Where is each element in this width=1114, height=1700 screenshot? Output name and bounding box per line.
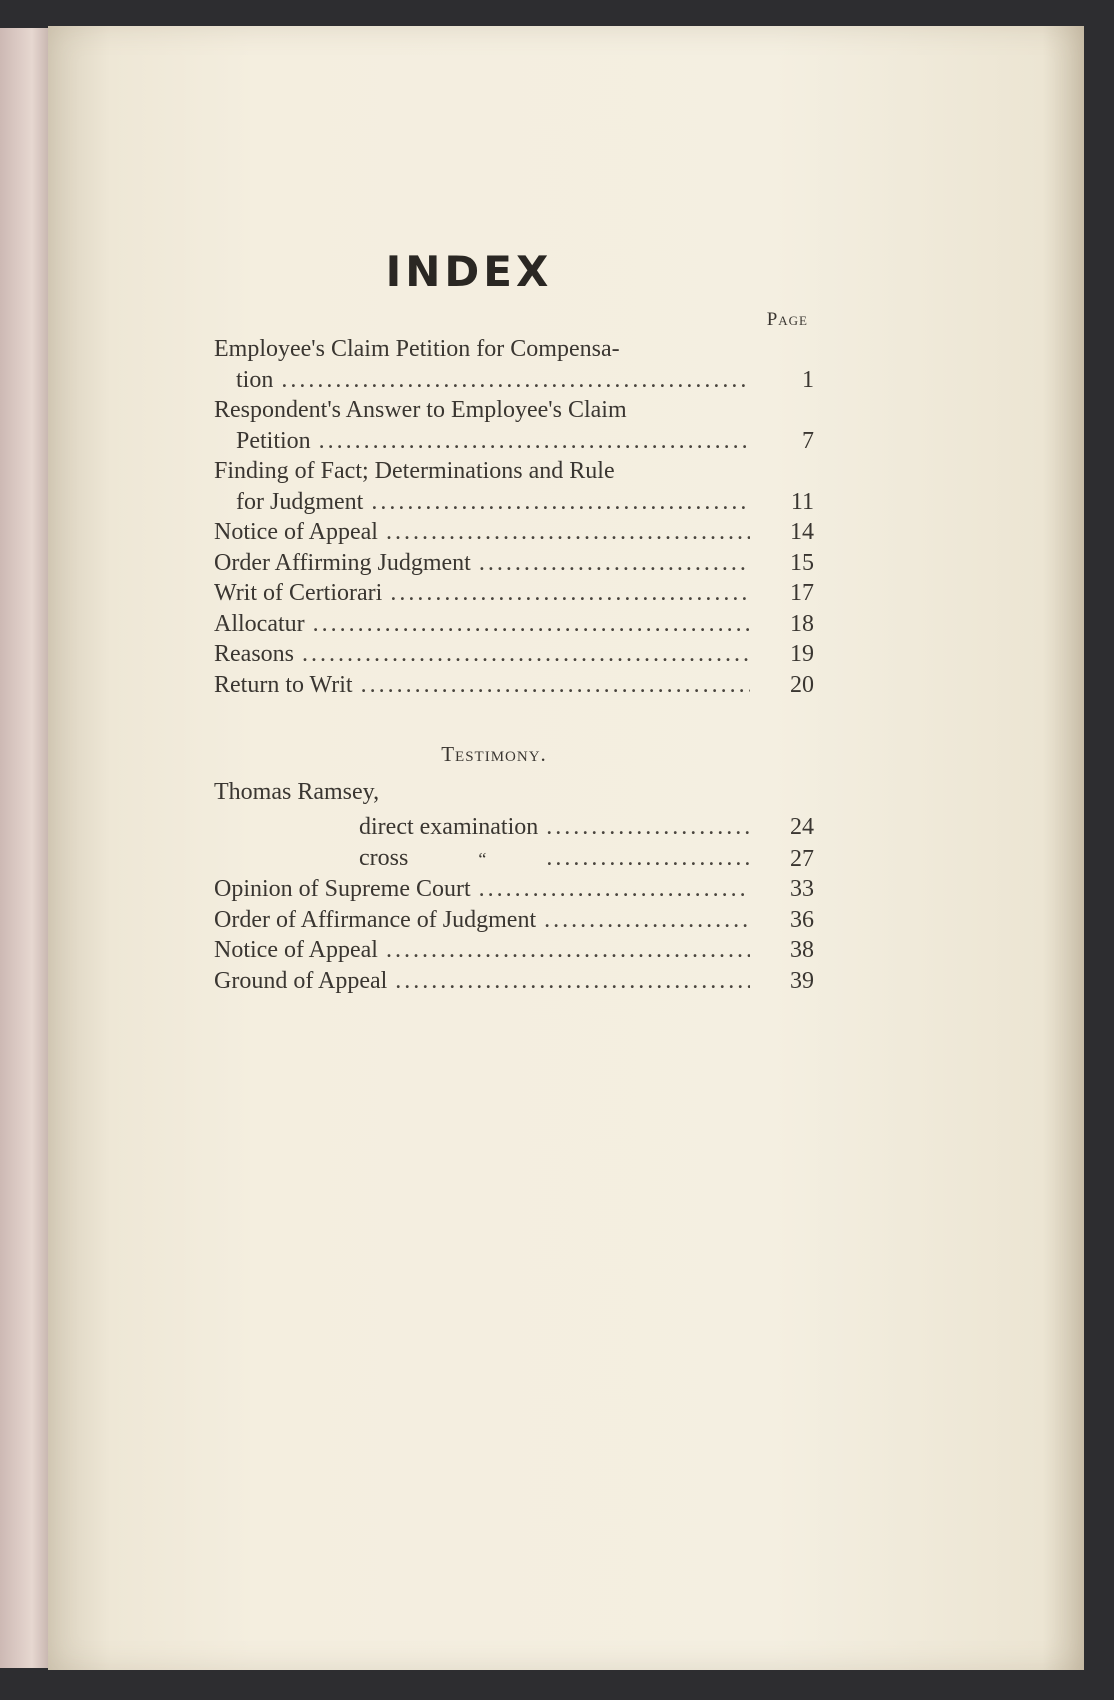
- book-page: [48, 26, 1084, 1670]
- index-entry: [214, 609, 814, 640]
- entry-line: Ground of Appeal: [214, 967, 388, 994]
- leader-dots: [313, 609, 750, 640]
- testimony-entry: [214, 905, 814, 936]
- entry-page-number: 19: [790, 641, 814, 667]
- ditto-mark: “: [478, 848, 487, 869]
- entry-line-last: [214, 935, 814, 966]
- entry-line-last: [214, 548, 814, 579]
- entry-line: for Judgment: [236, 488, 364, 515]
- entry-line: Notice of Appeal: [214, 937, 378, 963]
- testimony-sub-entry: [214, 843, 814, 875]
- entry-page-number: 38: [790, 937, 814, 963]
- testimony-heading: Testimony.: [441, 742, 547, 766]
- leader-dots: [546, 843, 750, 874]
- index-entry: [214, 639, 814, 670]
- testimony-entry: [214, 966, 814, 997]
- leader-dots: [479, 874, 750, 905]
- leader-dots: [319, 426, 750, 457]
- entry-line: Notice of Appeal: [214, 519, 378, 545]
- index-entry: [214, 517, 814, 548]
- index-entry: [214, 670, 814, 701]
- entry-line-last: [214, 487, 814, 518]
- entry-page-number: 33: [790, 876, 814, 902]
- entry-line: Order Affirming Judgment: [214, 549, 471, 576]
- testimony-entry: [214, 935, 814, 966]
- testimony-sub-entry: [214, 812, 814, 843]
- index-entry: [214, 578, 814, 609]
- entry-page-number: 18: [790, 610, 814, 637]
- leader-dots: [546, 812, 750, 843]
- entry-line: Employee's Claim Petition for Compensa-: [214, 336, 620, 362]
- entry-line: Opinion of Supreme Court: [214, 876, 471, 902]
- entry-line: Writ of Certiorari: [214, 580, 383, 606]
- entry-page-number: 36: [790, 906, 814, 933]
- page-column-heading: Page: [766, 309, 808, 330]
- entry-line-last: [214, 578, 814, 609]
- leader-dots: [361, 670, 750, 701]
- entry-line: tion: [236, 366, 274, 393]
- entry-line: cross: [359, 844, 409, 871]
- entry-line-last: [214, 426, 814, 457]
- leader-dots: [371, 487, 750, 518]
- entry-page-number: 11: [790, 488, 814, 515]
- leader-dots: [302, 639, 750, 670]
- witness-name: Thomas Ramsey,: [214, 779, 380, 805]
- entry-page-number: 24: [790, 814, 814, 840]
- entry-line-last: [214, 609, 814, 640]
- entry-page-number: 1: [802, 366, 814, 393]
- entry-line: Order of Affirmance of Judgment: [214, 906, 537, 933]
- entry-line-last: [214, 843, 814, 875]
- entry-line-last: [214, 670, 814, 701]
- entry-line-last: [214, 812, 814, 843]
- index-content: [214, 246, 814, 996]
- entry-page-number: 14: [790, 519, 814, 545]
- index-title: INDEX: [385, 247, 553, 296]
- leader-dots: [386, 517, 750, 548]
- entry-line-last: [214, 639, 814, 670]
- index-entry: [214, 395, 814, 456]
- leader-dots: [390, 578, 750, 609]
- leader-dots: [395, 966, 750, 997]
- leader-dots: [281, 365, 750, 396]
- entry-page-number: 20: [790, 671, 814, 698]
- entry-page-number: 15: [790, 549, 814, 576]
- entry-line-last: [214, 905, 814, 936]
- entry-line-last: [214, 966, 814, 997]
- leader-dots: [544, 905, 750, 936]
- entry-line-last: [214, 874, 814, 905]
- entry-line: Respondent's Answer to Employee's Claim: [214, 397, 627, 423]
- entry-page-number: 39: [790, 967, 814, 994]
- entry-line: Return to Writ: [214, 671, 353, 698]
- entry-page-number: 27: [790, 845, 814, 872]
- entry-line: Petition: [236, 427, 311, 454]
- section-gap: [214, 700, 814, 734]
- index-entry: [214, 548, 814, 579]
- entry-line: Allocatur: [214, 610, 305, 637]
- entry-page-number: 17: [790, 580, 814, 606]
- entry-line: Reasons: [214, 641, 294, 667]
- entry-page-number: 7: [802, 427, 814, 454]
- testimony-entry: [214, 874, 814, 905]
- entry-line-last: [214, 517, 814, 548]
- leader-dots: [479, 548, 750, 579]
- index-entry: [214, 456, 814, 517]
- entry-line-last: [214, 365, 814, 396]
- entry-line: Finding of Fact; Determinations and Rule: [214, 458, 615, 484]
- leader-dots: [386, 935, 750, 966]
- entry-line: direct examination: [359, 814, 539, 840]
- index-entry: [214, 334, 814, 395]
